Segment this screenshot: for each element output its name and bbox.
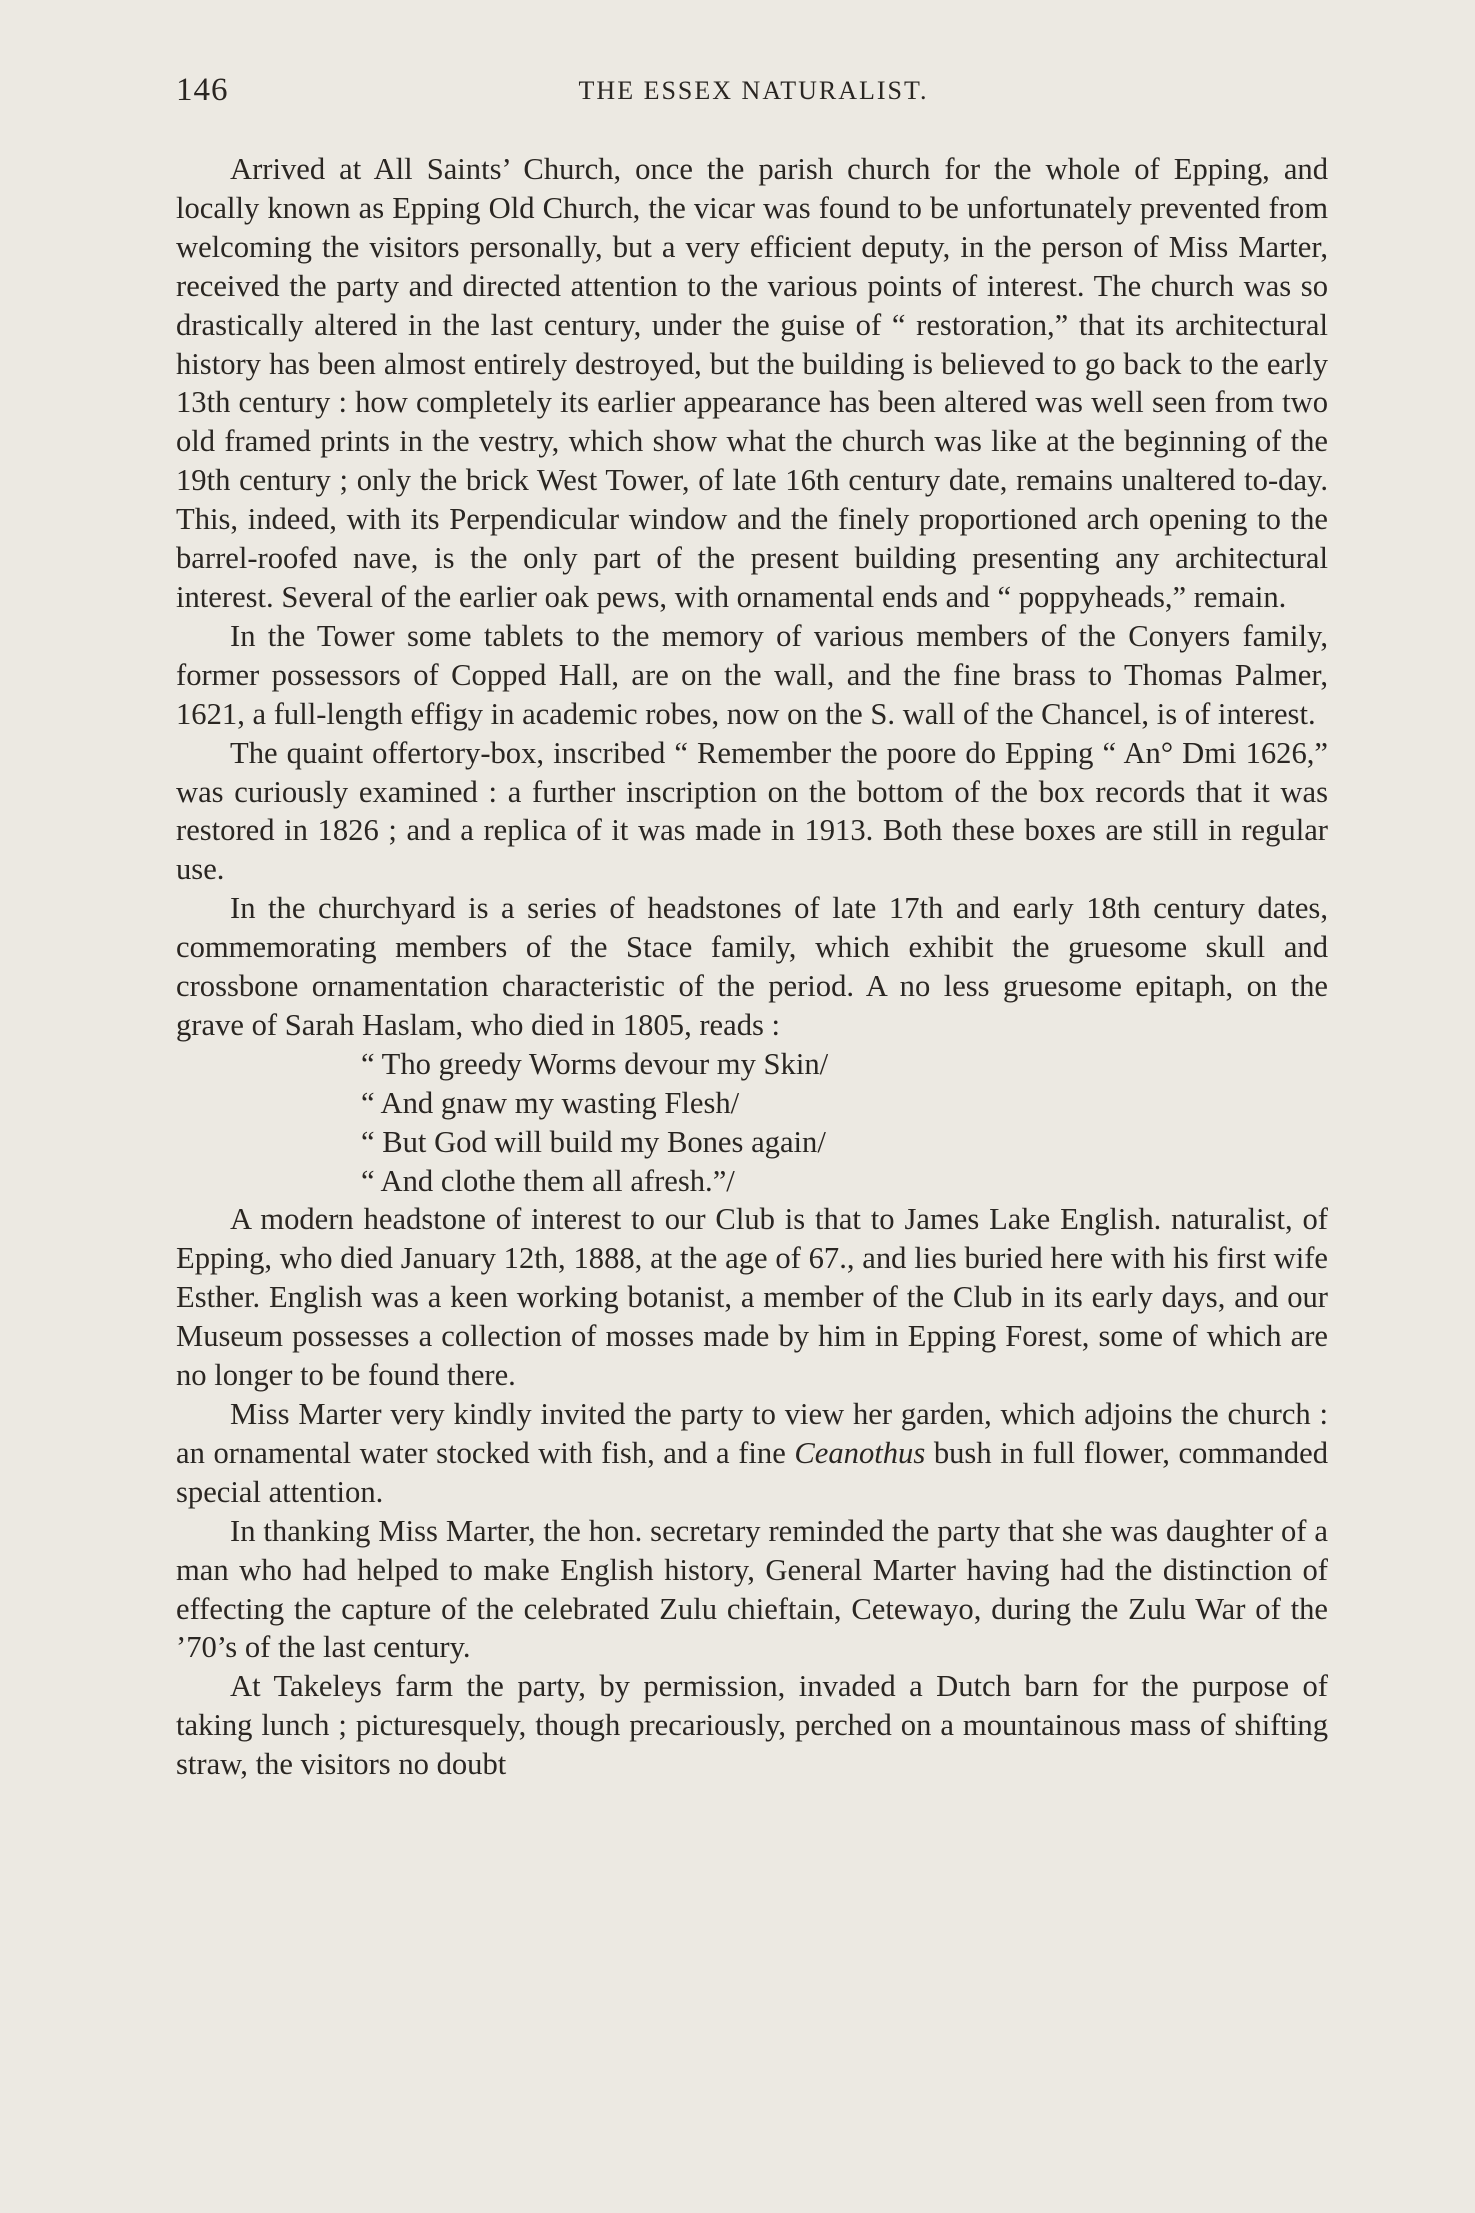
paragraph-james-lake-english: A modern headstone of interest to our Club is that to James Lake English. naturalist, of Epping, who died January 12th, 1888, at the age of 67., and lies buried here with his first wife Esther. English was a keen working botanist, a member of the Club in its early days, and our Museum possesses a collection of mosses made by him in Epping Forest, some of which are no longer to be found there. bbox=[176, 1202, 1328, 1393]
paragraph-offertory-box: The quaint offertory-box, inscribed “ Remember the poore do Epping “ An° Dmi 1626,” was curiously examined : a further inscription on the bottom of the box records that it was restored in 1826 ; and a replica of it was made in 1913. Both these boxes are still in regular use. bbox=[176, 735, 1328, 887]
epitaph-line: “ But God will build my Bones again/ bbox=[361, 1124, 826, 1159]
epitaph-line: “ And gnaw my wasting Flesh/ bbox=[361, 1085, 740, 1120]
body-text bbox=[176, 150, 1328, 1784]
epitaph-line: “ Tho greedy Worms devour my Skin/ bbox=[361, 1046, 829, 1081]
paragraph-takeleys-farm: At Takeleys farm the party, by permission, invaded a Dutch barn for the purpose of taking lunch ; picturesquely, though precariously, perched on a mountainous mass of shifting straw, the visitors no doubt bbox=[176, 1669, 1328, 1782]
paragraph-all-saints-church: Arrived at All Saints’ Church, once the parish church for the whole of Epping, and locally known as Epping Old Church, the vicar was found to be unfortunately prevented from welcoming the visitors personally, but a very efficient deputy, in the person of Miss Marter, received the party and directed attention to the various points of interest. The church was so drastically altered in the last century, under the guise of “ restoration,” that its architectural history has been almost entirely destroyed, but the building is believed to go back to the early 13th century : how completely its earlier appearance has been altered was well seen from two old framed prints in the vestry, which show what the church was like at the beginning of the 19th century ; only the brick West Tower, of late 16th century date, remains unaltered to-day. This, indeed, with its Perpendicular window and the finely proportioned arch opening to the barrel-roofed nave, is the only part of the present building presenting any architectural interest. Several of the earlier oak pews, with ornamental ends and “ poppyheads,” remain. bbox=[176, 152, 1328, 614]
ceanothus-italic: Ceanothus bbox=[794, 1435, 926, 1470]
paragraph-general-marter: In thanking Miss Marter, the hon. secretary reminded the party that she was daughter of a man who had helped to make English history, General Marter having had the distinction of effecting the capture of the celebrated Zulu chieftain, Cetewayo, during the Zulu War of the ’70’s of the last century. bbox=[176, 1513, 1328, 1665]
garden-text-end: bush in full flower, commanded special attention. bbox=[176, 1435, 1329, 1509]
epitaph-quote bbox=[361, 1045, 1328, 1201]
page-header bbox=[176, 72, 1331, 116]
running-title: THE ESSEX NATURALIST. bbox=[578, 76, 929, 105]
epitaph-line: “ And clothe them all afresh.”/ bbox=[361, 1163, 735, 1198]
paragraph-garden bbox=[176, 1395, 1328, 1512]
garden-text-start: Miss Marter very kindly invited the party to view her garden, which adjoins the church : an ornamental water stocked with fish, and a fine bbox=[176, 1397, 1328, 1470]
paragraph-tower-tablets: In the Tower some tablets to the memory of various members of the Conyers family, former possessors of Copped Hall, are on the wall, and the fine brass to Thomas Palmer, 1621, a full-length effigy in academic robes, now on the S. wall of the Chancel, is of interest. bbox=[176, 618, 1328, 731]
page-number: 146 bbox=[176, 72, 229, 108]
paragraph-churchyard: In the churchyard is a series of headstones of late 17th and early 18th century dates, commemorating members of the Stace family, which exhibit the gruesome skull and crossbone ornamentation characteristic of the period. A no less gruesome epitaph, on the grave of Sarah Haslam, who died in 1805, reads : bbox=[176, 891, 1328, 1042]
